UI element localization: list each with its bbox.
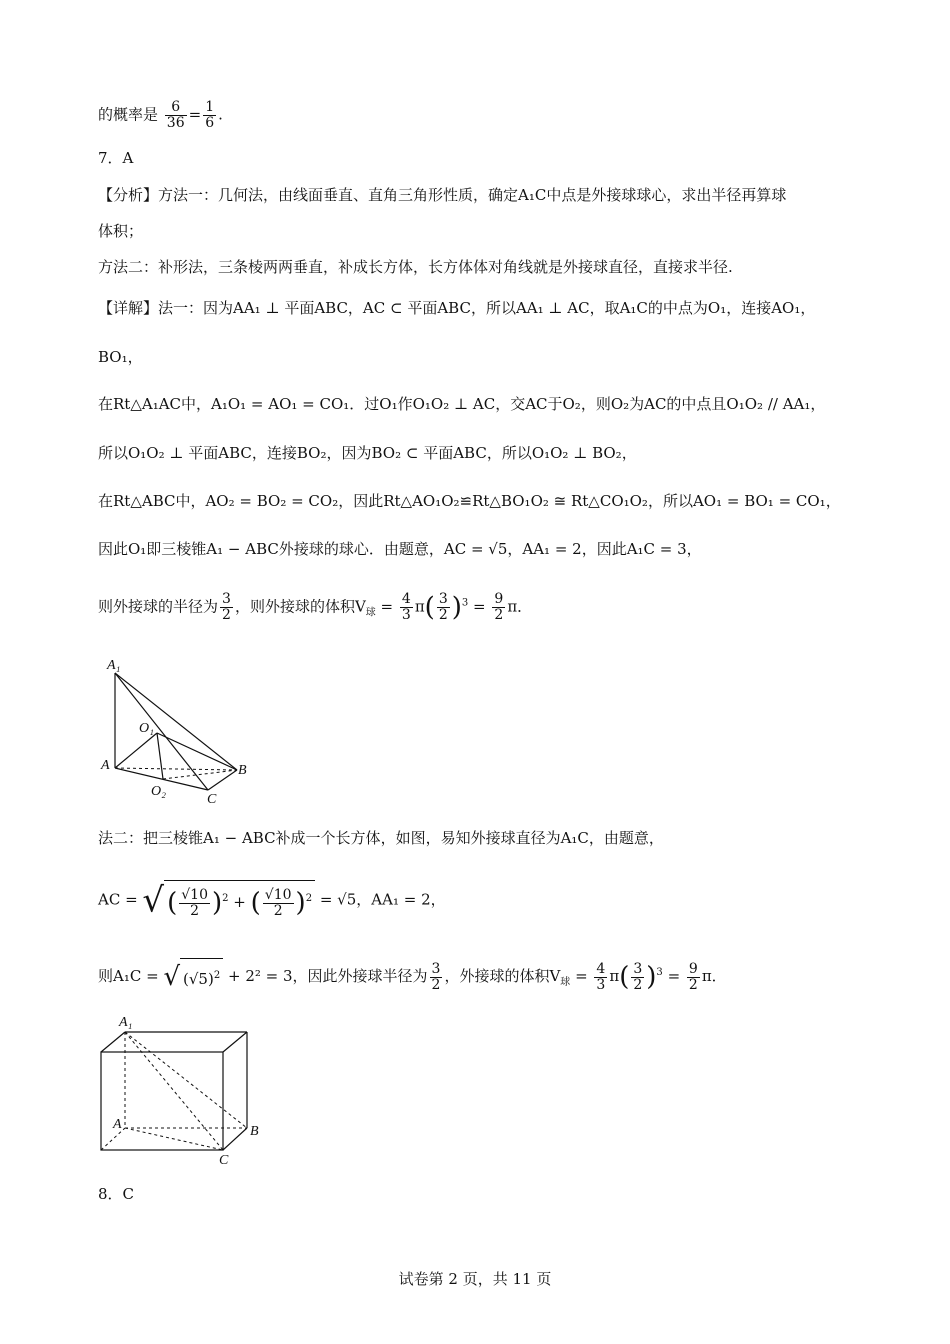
cuboid-figure	[95, 1010, 275, 1170]
label-B: B	[250, 1124, 259, 1139]
fraction-9-2: $\frac{9}{2}$	[494, 591, 504, 623]
detail-line-7: 则外接球的半径为 $\frac{3}{2}$ ，则外接球的体积$V_球$ = $\frac{4}{3}$ π( $\frac{3}{2}$ )$^3$ = $\frac{9}{2}$ π．	[98, 591, 533, 623]
label-A: A	[113, 1117, 122, 1132]
probability-line: 的概率是 $\frac{6}{36}$ = $\frac{1}{6}$ .	[98, 99, 223, 131]
detail-line-3: 在Rt△A₁AC中，A₁O₁ = AO₁ = CO₁．过O₁作O₁O₂ ⊥ AC，交AC于O₂，则O₂为AC的中点且O₁O₂ // AA₁，	[98, 395, 826, 413]
tetrahedron-figure	[95, 655, 270, 810]
detail-line-2: BO₁，	[98, 348, 143, 366]
probability-text: 的概率是	[98, 105, 159, 124]
label-C: C	[207, 792, 217, 807]
label-C: C	[219, 1153, 229, 1168]
detail-line-1: 【详解】法一：因为AA₁ ⊥ 平面ABC，AC ⊂ 平面ABC，所以AA₁ ⊥ AC，取A₁C的中点为O₁，连接AO₁，	[98, 299, 816, 317]
detail-line-6: 因此O₁即三棱锥A₁ − ABC外接球的球心．由题意，AC = √5，AA₁ = 2，因此A₁C = 3，	[98, 540, 702, 558]
analysis-line-2: 体积；	[98, 222, 144, 240]
detail-line-5: 在Rt△ABC中，AO₂ = BO₂ = CO₂，因此Rt△AO₁O₂≌Rt△BO₁O₂ ≅ Rt△CO₁O₂，所以AO₁ = BO₁ = CO₁，	[98, 492, 841, 510]
fraction-6-36: $\frac{6}{36}$	[166, 99, 185, 131]
label-A1: A₁	[107, 658, 121, 673]
a1c-equation: 则A₁C = √ $(√5)^2 + 2^2 = 3$，因此外接球半径为 $\frac{3}{2}$ ，外接球的体积$V_球$ = $\frac{4}{3}$ π( $\frac{3}{2}$ )$^3$ = $\frac{9}{2}$ π．	[98, 956, 727, 1000]
fraction-1-6: $\frac{1}{6}$	[205, 99, 215, 131]
analysis-line-1: 【分析】方法一：几何法，由线面垂直、直角三角形性质，确定A₁C中点是外接球球心，求出半径再算球	[98, 186, 787, 204]
detail-line-4: 所以O₁O₂ ⊥ 平面ABC，连接BO₂，因为BO₂ ⊂ 平面ABC，所以O₁O₂ ⊥ BO₂，	[98, 444, 637, 462]
label-B: B	[238, 763, 247, 778]
label-O2: O₂	[151, 784, 166, 799]
label-A1: A₁	[119, 1015, 133, 1030]
question-7-answer: 7．A	[98, 149, 134, 167]
question-8-answer: 8．C	[98, 1185, 135, 1203]
fraction-3-2: $\frac{3}{2}$	[222, 591, 231, 623]
page-footer: 试卷第 2 页，共 11 页	[398, 1270, 552, 1288]
fraction-4-3: $\frac{4}{3}$	[401, 591, 411, 623]
method-two-line: 方法二：补形法，三条棱两两垂直，补成长方体，长方体体对角线就是外接球直径，直接求半径.	[98, 258, 733, 276]
label-O1: O₁	[139, 721, 154, 736]
method-two-detail: 法二：把三棱锥A₁ − ABC补成一个长方体，如图，易知外接球直径为A₁C，由题意，	[98, 829, 664, 847]
ac-equation: AC = √ ( $\frac{√10}{2}$ )$^2$ + ( $\frac{√10}{2}$ )$^2$ = √5，AA₁ = 2，	[98, 880, 446, 921]
label-A: A	[101, 758, 110, 773]
